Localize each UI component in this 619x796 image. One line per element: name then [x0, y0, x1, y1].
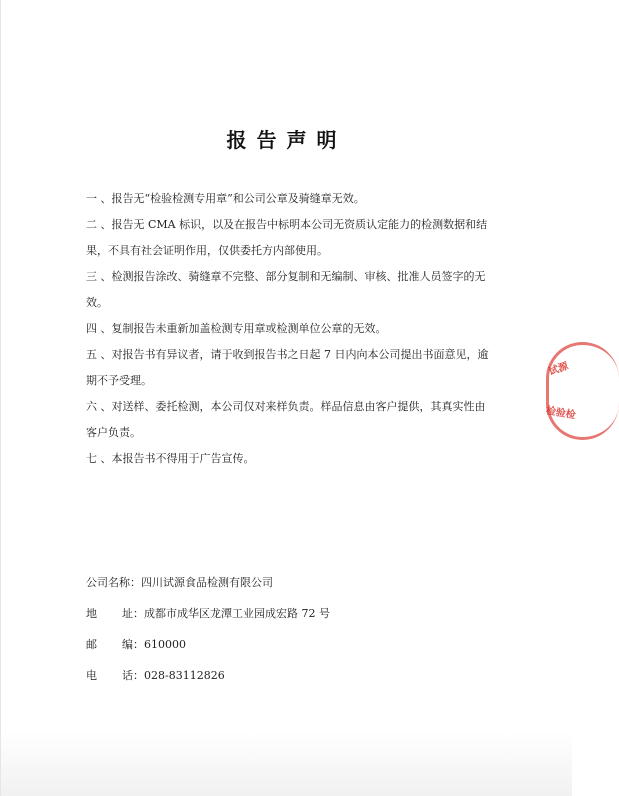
seal-ring [546, 342, 619, 440]
address-label-a: 地 [86, 607, 97, 620]
clause-5: 五 、对报告书有异议者，请于收到报告书之日起 7 日内向本公司提出书面意见，逾期不予受理。 [86, 348, 489, 387]
company-name-value: 四川试源食品检测有限公司 [141, 576, 273, 589]
clause-1: 一 、报告无“检验检测专用章”和公司公章及骑缝章无效。 [86, 192, 365, 205]
company-name-label: 公司名称： [86, 576, 141, 589]
phone-row [86, 665, 486, 696]
clause-3: 三 、检测报告涂改、骑缝章不完整、部分复制和无编制、审核、批准人员签字的无效。 [86, 270, 486, 309]
page-title: 报告声明 [226, 128, 347, 152]
clause-4: 四 、复制报告未重新加盖检测专用章或检测单位公章的无效。 [86, 322, 387, 335]
seal-text-bottom: 检验检 [544, 405, 577, 422]
company-info [86, 572, 486, 696]
address-row [86, 603, 486, 634]
company-name-row [86, 572, 486, 603]
clause-7: 七 、本报告书不得用于广告宣传。 [86, 452, 255, 465]
phone-value: 028-83112826 [144, 669, 225, 682]
declaration-clauses [86, 186, 496, 472]
phone-label-a: 电 [86, 669, 97, 682]
postcode-value: 610000 [144, 638, 186, 651]
phone-label-b: 话： [122, 669, 144, 682]
postcode-row [86, 634, 486, 665]
postcode-label-b: 编： [122, 638, 144, 651]
clause-6: 六 、对送样、委托检测，本公司仅对来样负责。样品信息由客户提供，其真实性由客户负责。 [86, 400, 486, 439]
postcode-label-a: 邮 [86, 638, 97, 651]
seal-stamp [544, 342, 577, 434]
address-label-b: 址： [122, 607, 144, 620]
seal-text-top: 试源 [547, 360, 570, 378]
clause-2: 二 、报告无 CMA 标识，以及在报告中标明本公司无资质认定能力的检测数据和结果，不具有社会证明作用，仅供委托方内部使用。 [86, 218, 488, 257]
address-value: 成都市成华区龙潭工业园成宏路 72 号 [144, 607, 330, 620]
